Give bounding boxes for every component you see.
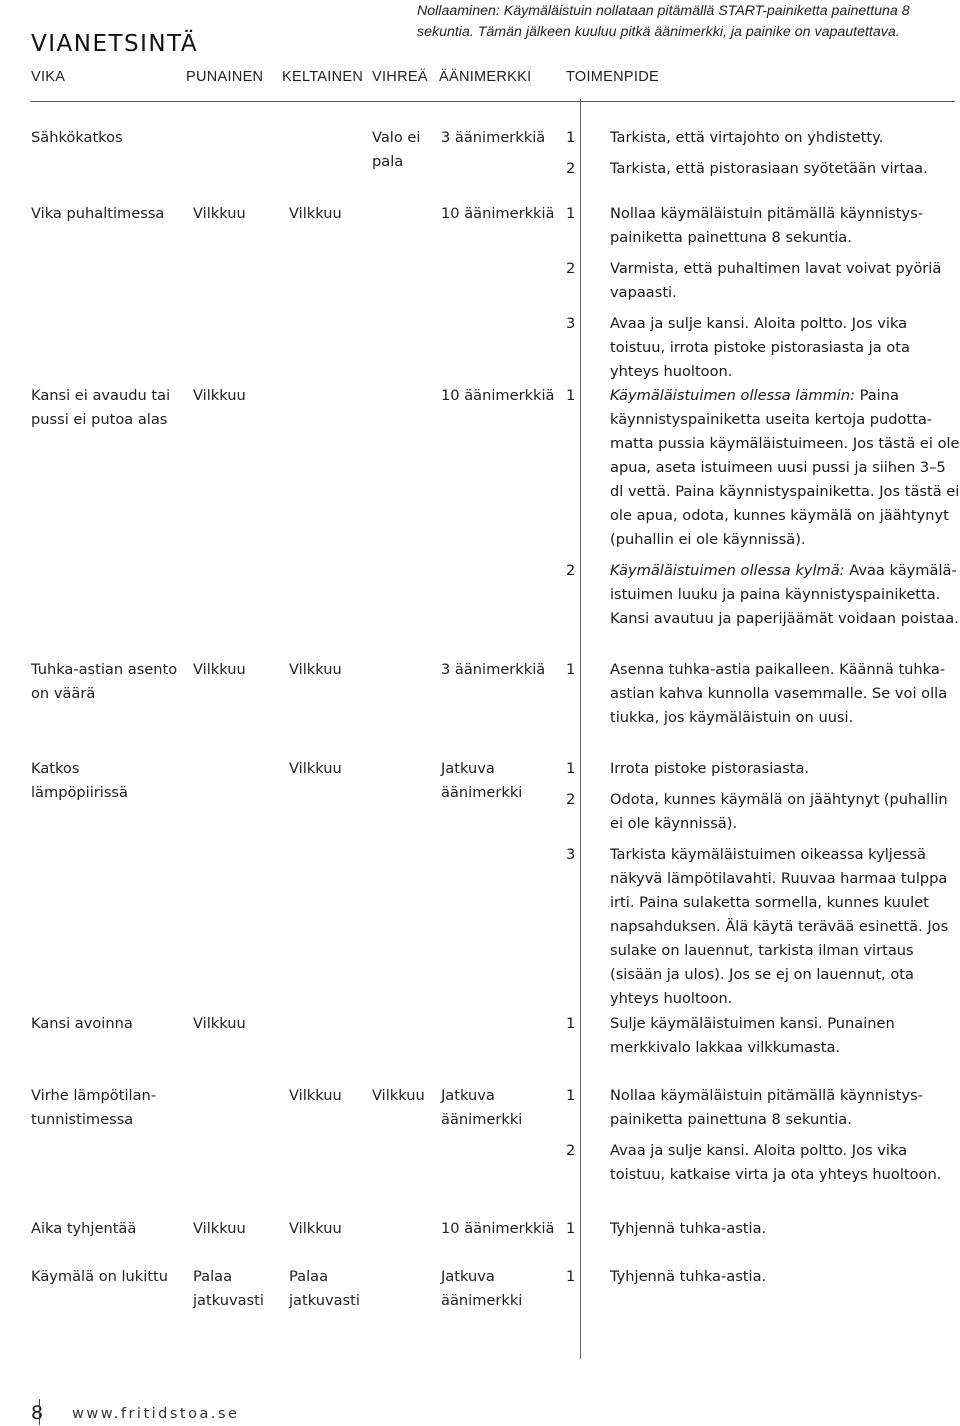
step-text bbox=[610, 559, 960, 631]
fault-cell: Virhe lämpötilan-tunnistimessa bbox=[31, 1087, 157, 1128]
step-text bbox=[610, 126, 960, 150]
sound-cell: 10 äänimerkkiä bbox=[441, 387, 555, 404]
action-step bbox=[566, 788, 960, 836]
action-step bbox=[566, 1217, 960, 1241]
step-body: Nollaa käymäläistuin pitämällä käynnistys-painiketta painettuna 8 sekuntia. bbox=[610, 1087, 923, 1128]
step-number: 2 bbox=[566, 791, 576, 808]
step-number: 1 bbox=[566, 1220, 576, 1237]
header-fault: VIKA bbox=[31, 69, 66, 85]
header-green: VIHREÄ bbox=[372, 69, 428, 85]
step-number: 2 bbox=[566, 160, 576, 177]
fault-cell: Vika puhaltimessa bbox=[31, 205, 165, 222]
action-step bbox=[566, 1012, 960, 1060]
header-sound: ÄÄNIMERKKI bbox=[439, 69, 532, 85]
step-text bbox=[610, 257, 960, 305]
action-step bbox=[566, 202, 960, 250]
sound-cell: Jatkuva äänimerkki bbox=[441, 1087, 523, 1128]
action-steps bbox=[566, 658, 960, 737]
step-text bbox=[610, 1217, 960, 1241]
step-number: 3 bbox=[566, 846, 576, 863]
step-body: Avaa ja sulje kansi. Aloita poltto. Jos vika toistuu, irrota pistoke pistorasiasta ja ota yhteys huoltoon. bbox=[610, 315, 910, 380]
page-number: 8 bbox=[31, 1402, 44, 1424]
step-text bbox=[610, 788, 960, 836]
step-condition: Käymäläistuimen ollessa lämmin: bbox=[610, 387, 856, 404]
step-number: 2 bbox=[566, 1142, 576, 1159]
yellow-light-cell: Palaa jatkuvasti bbox=[289, 1268, 360, 1309]
action-steps bbox=[566, 1012, 960, 1067]
action-step bbox=[566, 126, 960, 150]
action-step bbox=[566, 257, 960, 305]
red-light-cell: Vilkkuu bbox=[193, 1220, 246, 1237]
step-text bbox=[610, 843, 960, 1011]
fault-cell: Aika tyhjentää bbox=[31, 1220, 137, 1237]
step-number: 1 bbox=[566, 1268, 576, 1285]
action-steps bbox=[566, 1265, 960, 1296]
action-step bbox=[566, 384, 960, 552]
fault-cell: Kansi ei avaudu tai pussi ei putoa alas bbox=[31, 387, 171, 428]
action-steps bbox=[566, 384, 960, 638]
fault-cell: Tuhka-astian asento on väärä bbox=[31, 661, 178, 702]
red-light-cell: Vilkkuu bbox=[193, 1015, 246, 1032]
footer-divider bbox=[39, 1399, 40, 1425]
header-divider bbox=[31, 101, 955, 102]
step-body: Tarkista, että pistorasiaan syötetään virtaa. bbox=[610, 160, 928, 177]
action-step bbox=[566, 757, 960, 781]
page-title: VIANETSINTÄ bbox=[31, 31, 199, 58]
green-light-cell: Valo ei pala bbox=[372, 129, 421, 170]
step-body: Tyhjennä tuhka-astia. bbox=[610, 1268, 767, 1285]
step-number: 1 bbox=[566, 1087, 576, 1104]
table-header bbox=[31, 69, 960, 91]
action-step bbox=[566, 559, 960, 631]
sound-cell: Jatkuva äänimerkki bbox=[441, 1268, 523, 1309]
fault-cell: Käymälä on lukittu bbox=[31, 1268, 169, 1285]
fault-cell: Katkos lämpöpiirissä bbox=[31, 760, 128, 801]
action-step bbox=[566, 843, 960, 1011]
action-steps bbox=[566, 126, 960, 188]
step-number: 1 bbox=[566, 129, 576, 146]
fault-cell: Kansi avoinna bbox=[31, 1015, 133, 1032]
step-text bbox=[610, 757, 960, 781]
step-body: Odota, kunnes käymälä on jäähtynyt (puhallin ei ole käynnissä). bbox=[610, 791, 948, 832]
step-body: Asenna tuhka-astia paikalleen. Käännä tuhka-astian kahva kunnolla vasemmalle. Se voi olla tiukka, jos käymäläistuin on uusi. bbox=[610, 661, 948, 726]
step-text bbox=[610, 157, 960, 181]
yellow-light-cell: Vilkkuu bbox=[289, 760, 342, 777]
sound-cell: 10 äänimerkkiä bbox=[441, 1220, 555, 1237]
step-body: Avaa ja sulje kansi. Aloita poltto. Jos vika toistuu, katkaise virta ja ota yhteys huoltoon. bbox=[610, 1142, 942, 1183]
step-body: Tarkista käymäläistuimen oikeassa kyljessä näkyvä lämpötilavahti. Ruuvaa harmaa tulppa irti. Paina sulaketta sormella, kunnes kuulet napsahduksen. Älä käytä terävää esinettä. Jos sulake on lauennut, tarkista ilman virtaus (sisään ja ulos). Jos se ej on lauennut, ota yhteys huoltoon. bbox=[610, 846, 949, 1007]
step-number: 3 bbox=[566, 315, 576, 332]
step-number: 1 bbox=[566, 760, 576, 777]
yellow-light-cell: Vilkkuu bbox=[289, 1220, 342, 1237]
step-text bbox=[610, 1084, 960, 1132]
step-body: Irrota pistoke pistorasiasta. bbox=[610, 760, 810, 777]
header-action: TOIMENPIDE bbox=[566, 69, 659, 85]
yellow-light-cell: Vilkkuu bbox=[289, 661, 342, 678]
header-yellow: KELTAINEN bbox=[282, 69, 364, 85]
action-steps bbox=[566, 1217, 960, 1248]
fault-cell: Sähkökatkos bbox=[31, 129, 123, 146]
step-number: 1 bbox=[566, 205, 576, 222]
step-text bbox=[610, 384, 960, 552]
step-text bbox=[610, 202, 960, 250]
action-step bbox=[566, 1265, 960, 1289]
red-light-cell: Vilkkuu bbox=[193, 205, 246, 222]
step-condition: Käymäläistuimen ollessa kylmä: bbox=[610, 562, 845, 579]
step-number: 1 bbox=[566, 1015, 576, 1032]
step-body: Varmista, että puhaltimen lavat voivat pyöriä vapaasti. bbox=[610, 260, 942, 301]
step-body: Paina käynnistyspainiketta useita kertoja pudotta-matta pussia käymäläistuimeen. Jos tästä ei ole apua, aseta istuimeen uusi pussi ja siihen 3–5 dl vettä. Paina käynnistyspainiketta. Jos tästä ei ole apua, odota, kunnes käymälä on jäähtynyt (puhallin ei ole käynnissä). bbox=[610, 387, 960, 548]
yellow-light-cell: Vilkkuu bbox=[289, 1087, 342, 1104]
step-text bbox=[610, 1139, 960, 1187]
step-number: 2 bbox=[566, 260, 576, 277]
action-step bbox=[566, 312, 960, 384]
step-number: 1 bbox=[566, 661, 576, 678]
red-light-cell: Vilkkuu bbox=[193, 661, 246, 678]
step-text bbox=[610, 658, 960, 730]
step-body: Tarkista, että virtajohto on yhdistetty. bbox=[610, 129, 884, 146]
action-steps bbox=[566, 757, 960, 1018]
sound-cell: 10 äänimerkkiä bbox=[441, 205, 555, 222]
red-light-cell: Vilkkuu bbox=[193, 387, 246, 404]
yellow-light-cell: Vilkkuu bbox=[289, 205, 342, 222]
sound-cell: 3 äänimerkkiä bbox=[441, 129, 546, 146]
step-text bbox=[610, 1012, 960, 1060]
green-light-cell: Vilkkuu bbox=[372, 1087, 425, 1104]
step-number: 2 bbox=[566, 562, 576, 579]
step-text bbox=[610, 312, 960, 384]
website-url: www.fritidstoa.se bbox=[72, 1406, 240, 1422]
sound-cell: Jatkuva äänimerkki bbox=[441, 760, 523, 801]
action-step bbox=[566, 157, 960, 181]
action-step bbox=[566, 1084, 960, 1132]
action-step bbox=[566, 658, 960, 730]
step-body: Sulje käymäläistuimen kansi. Punainen merkkivalo lakkaa vilkkumasta. bbox=[610, 1015, 895, 1056]
step-body: Avaa käymälä-istuimen luuku ja paina käynnistyspainiketta. Kansi avautuu ja paperijäämät voidaan poistaa. bbox=[610, 562, 959, 627]
action-steps bbox=[566, 1084, 960, 1194]
step-body: Tyhjennä tuhka-astia. bbox=[610, 1220, 767, 1237]
reset-note: Nollaaminen: Käymäläistuin nollataan pitämällä START-painiketta painettuna 8 sekuntia. Tämän jälkeen kuuluu pitkä äänimerkki, ja painike on vapautettava. bbox=[417, 3, 910, 40]
step-text bbox=[610, 1265, 960, 1289]
action-steps bbox=[566, 202, 960, 391]
sound-cell: 3 äänimerkkiä bbox=[441, 661, 546, 678]
header-red: PUNAINEN bbox=[186, 69, 264, 85]
red-light-cell: Palaa jatkuvasti bbox=[193, 1268, 264, 1309]
action-step bbox=[566, 1139, 960, 1187]
step-body: Nollaa käymäläistuin pitämällä käynnistys-painiketta painettuna 8 sekuntia. bbox=[610, 205, 923, 246]
step-number: 1 bbox=[566, 387, 576, 404]
